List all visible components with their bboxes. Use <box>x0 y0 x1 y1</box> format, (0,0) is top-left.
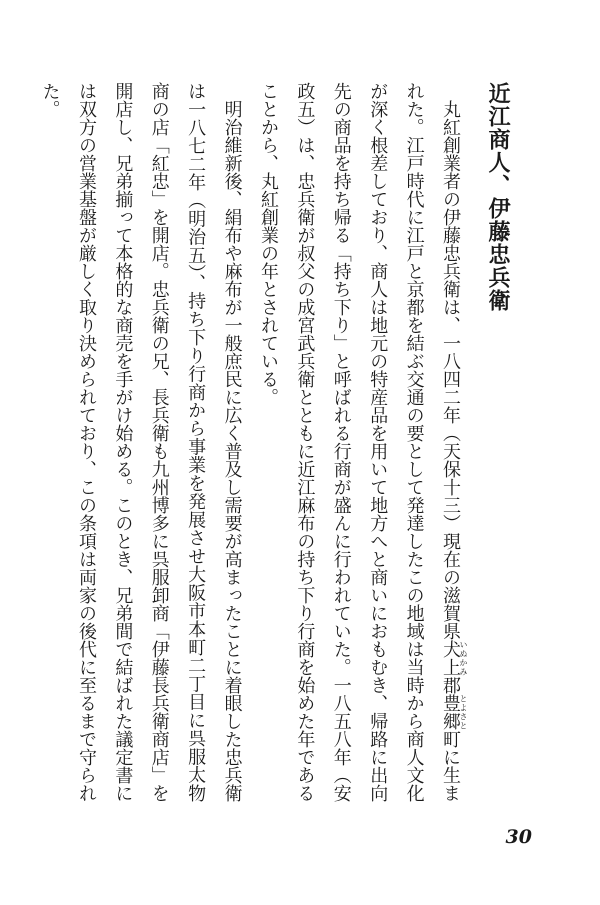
section-heading: 近江商人、伊藤忠兵衛 <box>485 82 510 312</box>
ruby-reading-inukami: いぬかみ <box>459 640 468 676</box>
paragraph-1-text-b: 町に生まれた。江戸時代に江戸と京都を結ぶ交通の要として発達したこの地域は当時から商人文化が深く根差しており、商人は地元の特産品を用いて地方へと商いにおもむき、帰路に出向先の商品を持ち帰る「持ち下り」と呼ばれる行商が盛んに行われていた。一八五八年（安政五）は、忠兵衛が叔父の成宮武兵衛とともに近江麻布の持ち下り行商を始めた年であることから、丸紅創業の年とされている。 <box>257 82 461 802</box>
ruby-reading-toyosato: とよさと <box>459 694 468 730</box>
ruby-inukami: 犬上いぬかみ <box>440 640 468 676</box>
paragraph-1-text-a: 丸紅創業者の伊藤忠兵衛は、一八四二年（天保十三）現在の滋賀県 <box>440 100 461 640</box>
vertical-text-block <box>31 82 508 802</box>
page-number: 30 <box>505 826 532 848</box>
paragraph-2: 明治維新後、絹布や麻布が一般庶民に広く普及し需要が高まったことに着眼した忠兵衛は一八七二年（明治五）、持ち下り行商から事業を発展させ大阪市本町二丁目に呉服太物商の店「紅忠」を開店。忠兵衛の兄、長兵衛も九州博多に呉服卸商「伊藤長兵衛商店」を開店し、兄弟揃って本格的な商売を手がけ始める。このとき、兄弟間で結ばれた議定書には双方の営業基盤が厳しく取り決められており、この条項は両家の後代に至るまで守られた。 <box>39 82 243 802</box>
ruby-toyosato: 豊郷とよさと <box>440 694 468 730</box>
paragraph-1: 丸紅創業者の伊藤忠兵衛は、一八四二年（天保十三）現在の滋賀県犬上いぬかみ郡豊郷とよさと町に生まれた。江戸時代に江戸と京都を結ぶ交通の要として発達したこの地域は当時から商人文化が深く根差しており、商人は地元の特産品を用いて地方へと商いにおもむき、帰路に出向先の商品を持ち帰る「持ち下り」と呼ばれる行商が盛んに行われていた。一八五八年（安政五）は、忠兵衛が叔父の成宮武兵衛とともに近江麻布の持ち下り行商を始めた年であることから、丸紅創業の年とされている。 <box>257 82 468 802</box>
